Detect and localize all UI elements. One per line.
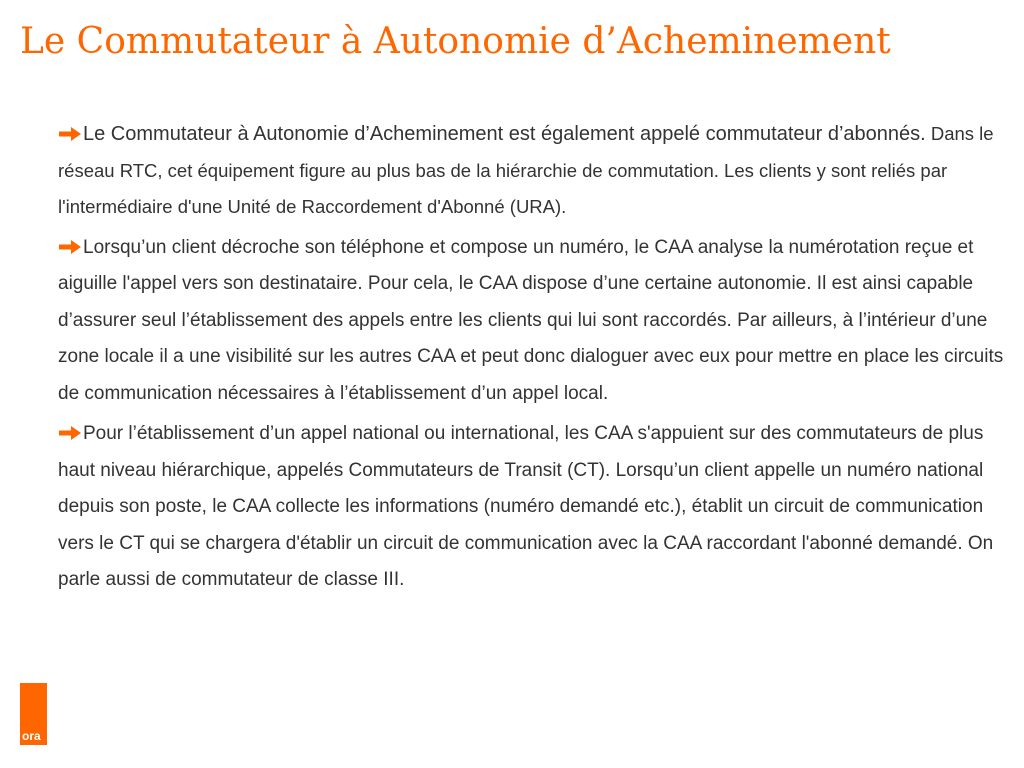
orange-logo-icon bbox=[20, 683, 47, 745]
paragraph-2 bbox=[58, 230, 1013, 413]
right-arrow-icon bbox=[58, 240, 82, 254]
right-arrow-icon bbox=[58, 426, 82, 440]
logo-text: ora bbox=[22, 729, 41, 743]
paragraph-1-text: Dans le réseau RTC, cet équipement figure au plus bas de la hiérarchie de commutation. Les clients y sont reliés par l'intermédiaire d'une Unité de Raccordement d'Abonné (URA). bbox=[58, 123, 994, 217]
paragraph-3 bbox=[58, 416, 1013, 599]
paragraph-3-text: Pour l’établissement d’un appel national ou international, les CAA s'appuient sur des commutateurs de plus haut niveau hiérarchique, appelés Commutateurs de Transit (CT). Lorsqu’un client appelle un numéro national depuis son poste, le CAA collecte les informations (numéro demandé etc.), établit un circuit de communication vers le CT qui se chargera d'établir un circuit de communication avec la CAA raccordant l'abonné demandé. On parle aussi de commutateur de classe III. bbox=[58, 423, 994, 590]
slide-title: Le Commutateur à Autonomie d’Acheminement bbox=[20, 21, 891, 62]
paragraph-1-lead: Le Commutateur à Autonomie d’Acheminement est également appelé commutateur d’abonnés. bbox=[83, 123, 926, 145]
slide-body bbox=[58, 116, 1013, 603]
paragraph-1 bbox=[58, 116, 1013, 226]
paragraph-2-text: Lorsqu’un client décroche son téléphone et compose un numéro, le CAA analyse la numérotation reçue et aiguille l'appel vers son destinataire. Pour cela, le CAA dispose d’une certaine autonomie. Il est ainsi capable d’assurer seul l’établissement des appels entre les clients qui lui sont raccordés. Par ailleurs, à l’intérieur d’une zone locale il a une visibilité sur les autres CAA et peut donc dialoguer avec eux pour mettre en place les circuits de communication nécessaires à l’établissement d’un appel local. bbox=[58, 236, 1004, 404]
right-arrow-icon bbox=[58, 127, 82, 141]
